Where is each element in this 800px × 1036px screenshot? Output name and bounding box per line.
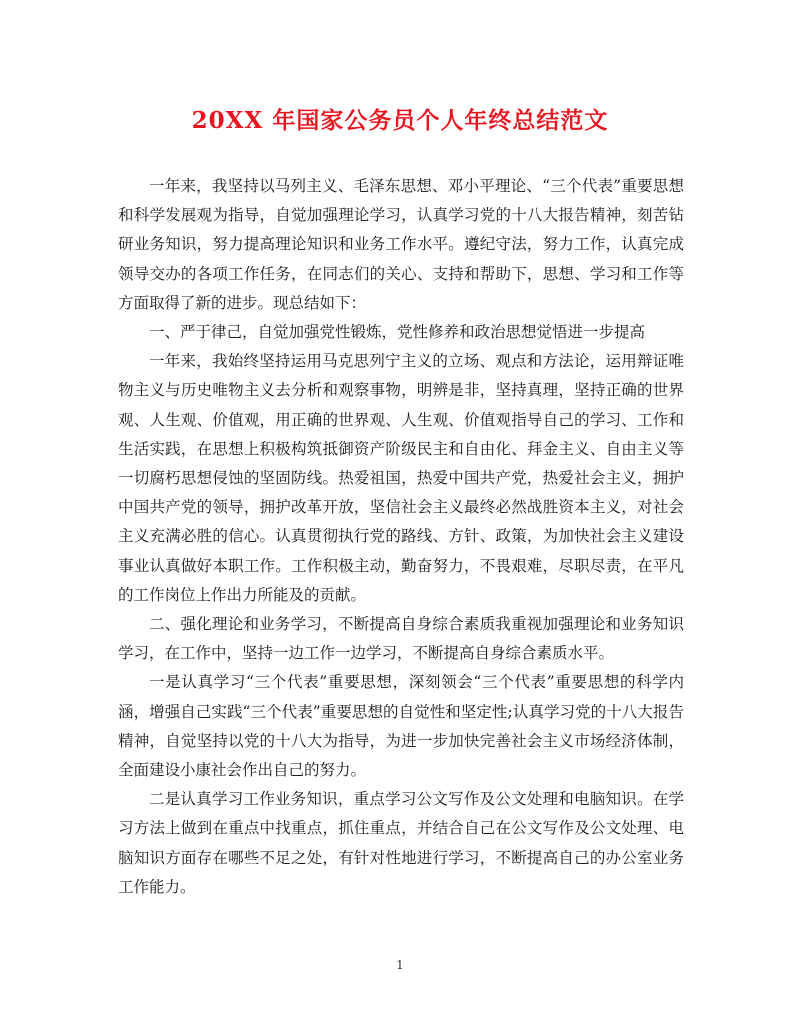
document-title: 20XX 年国家公务员个人年终总结范文 (191, 107, 609, 134)
paragraph-point-1: 一是认真学习“三个代表”重要思想，深刻领会“三个代表”重要思想的科学内涵，增强自己实践“三个代表”重要思想的自觉性和坚定性;认真学习党的十八大报告精神，自觉坚持以党的十八大为指导，为进一步加快完善社会主义市场经济体制，全面建设小康社会作出自己的努力。 (118, 673, 684, 780)
paragraph-intro: 一年来，我坚持以马列主义、毛泽东思想、邓小平理论、“三个代表”重要思想和科学发展观为指导，自觉加强理论学习，认真学习党的十八大报告精神，刻苦钻研业务知识，努力提高理论知识和业务工作水平。遵纪守法，努力工作，认真完成领导交办的各项工作任务，在同志们的关心、支持和帮助下，思想、学习和工作等方面取得了新的进步。现总结如下： (118, 177, 684, 312)
section-heading-2: 二、强化理论和业务学习，不断提高自身综合素质我重视加强理论和业务知识学习，在工作中，坚持一边工作一边学习，不断提高自身综合素质水平。 (118, 615, 684, 663)
page-number: 1 (396, 958, 404, 972)
section-heading-1: 一、严于律己，自觉加强党性锻炼，党性修养和政治思想觉悟进一步提高 (149, 323, 646, 342)
paragraph-section-1: 一年来，我始终坚持运用马克思列宁主义的立场、观点和方法论，运用辩证唯物主义与历史唯物主义去分析和观察事物，明辨是非，坚持真理，坚持正确的世界观、人生观、价值观，用正确的世界观、人生观、价值观指导自己的学习、工作和生活实践，在思想上积极构筑抵御资产阶级民主和自由化、拜金主义、自由主义等一切腐朽思想侵蚀的坚固防线。热爱祖国，热爱中国共产党，热爱社会主义，拥护中国共产党的领导，拥护改革开放，坚信社会主义最终必然战胜资本主义，对社会主义充满必胜的信心。认真贯彻执行党的路线、方针、政策，为加快社会主义建设事业认真做好本职工作。工作积极主动，勤奋努力，不畏艰难，尽职尽责，在平凡的工作岗位上作出力所能及的贡献。 (118, 352, 684, 604)
paragraph-point-2: 二是认真学习工作业务知识，重点学习公文写作及公文处理和电脑知识。在学习方法上做到在重点中找重点，抓住重点，并结合自己在公文写作及公文处理、电脑知识方面存在哪些不足之处，有针对性地进行学习，不断提高自己的办公室业务工作能力。 (118, 790, 684, 896)
document-body (118, 172, 684, 902)
